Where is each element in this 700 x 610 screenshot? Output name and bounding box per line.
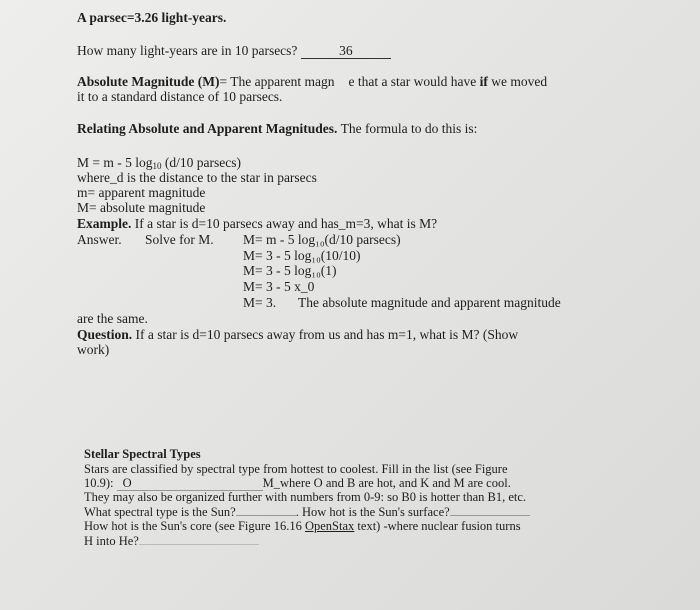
- sun-surface-question: . How hot is the Sun's surface?: [295, 505, 450, 519]
- formula-start: M = m - 5 log: [77, 155, 153, 170]
- spectral-line3: They may also be organized further with numbers from 0-9: so B0 is hotter than B1, etc.: [84, 490, 527, 504]
- question-text-end: work): [77, 342, 110, 357]
- solution-step: M= 3.: [243, 295, 277, 310]
- example-text: If a star is d=10 parsecs away and has_m=3, what is M?: [134, 216, 438, 231]
- solution-step: M= 3 - 5 log₁₀(1): [243, 263, 337, 278]
- example-conclusion-end: are the same.: [77, 311, 148, 326]
- question-line: [77, 327, 518, 342]
- sun-core-field[interactable]: [139, 544, 259, 545]
- spectral-line6: [84, 534, 259, 548]
- absolute-magnitude-def-mid: e that a star would have: [348, 74, 477, 89]
- question-label: Question.: [77, 327, 133, 342]
- relating-text: The formula to do this is:: [340, 121, 478, 136]
- relating-line: [77, 121, 477, 136]
- spectral-line1: Stars are classified by spectral type from hottest to coolest. Fill in the list (see Figure: [84, 462, 508, 476]
- spectral-heading: Stellar Spectral Types: [84, 447, 201, 461]
- solution-step: M= m - 5 log₁₀(d/10 parsecs): [243, 232, 401, 247]
- relating-heading: Relating Absolute and Apparent Magnitudes.: [77, 121, 338, 136]
- absolute-magnitude-def-start: = The apparent magn: [219, 74, 335, 89]
- solution-step: M= 3 - 5 x_0: [243, 279, 315, 294]
- sun-type-field[interactable]: [236, 515, 296, 516]
- openstax-link[interactable]: OpenStax: [304, 519, 355, 533]
- if-word: if: [479, 74, 488, 89]
- answer-field[interactable]: 36: [301, 43, 391, 59]
- question-light-years: [77, 43, 391, 59]
- m-definition: m= apparent magnitude: [77, 185, 206, 200]
- formula-end: (d/10 parsecs): [164, 155, 241, 170]
- solve-label: Solve for M.: [145, 232, 214, 247]
- spectral-line5: [84, 519, 521, 533]
- absolute-magnitude-def-tail: we moved: [491, 74, 548, 89]
- M-definition: M= absolute magnitude: [77, 200, 206, 215]
- example-label: Example.: [77, 216, 132, 231]
- spectral-fill-value: O: [122, 476, 132, 490]
- solution-step: M= 3 - 5 log₁₀(10/10): [243, 248, 361, 263]
- formula-subscript: 10: [152, 161, 162, 171]
- question-text: How many light-years are in 10 parsecs?: [77, 43, 298, 58]
- example-conclusion: The absolute magnitude and apparent magnitude: [298, 295, 561, 310]
- spectral-line4: [84, 505, 530, 519]
- absolute-magnitude-label: Absolute Magnitude (M): [77, 74, 220, 89]
- answer-label: Answer.: [77, 232, 122, 247]
- parsec-definition: A parsec=3.26 light-years.: [77, 10, 227, 25]
- figure-ref: 10.9):: [84, 476, 114, 490]
- sun-core-question-end: text) -where nuclear fusion turns: [357, 519, 521, 533]
- example-line: [77, 216, 437, 231]
- spectral-line2-end: M_where O and B are hot, and K and M are cool.: [262, 476, 511, 490]
- question-text: If a star is d=10 parsecs away from us and has m=1, what is M? (Show: [135, 327, 519, 342]
- spectral-fill-field[interactable]: [117, 476, 263, 491]
- fusion-question: H into He?: [84, 534, 139, 548]
- sun-surface-field[interactable]: [450, 515, 530, 516]
- absolute-magnitude-line2: it to a standard distance of 10 parsecs.: [77, 89, 283, 104]
- sun-core-question: How hot is the Sun's core (see Figure 16.16: [84, 519, 302, 533]
- sun-type-question: What spectral type is the Sun?: [84, 505, 236, 519]
- formula-where: where_d is the distance to the star in parsecs: [77, 170, 317, 185]
- spectral-line2: [84, 476, 511, 491]
- absolute-magnitude-line1: [77, 74, 547, 89]
